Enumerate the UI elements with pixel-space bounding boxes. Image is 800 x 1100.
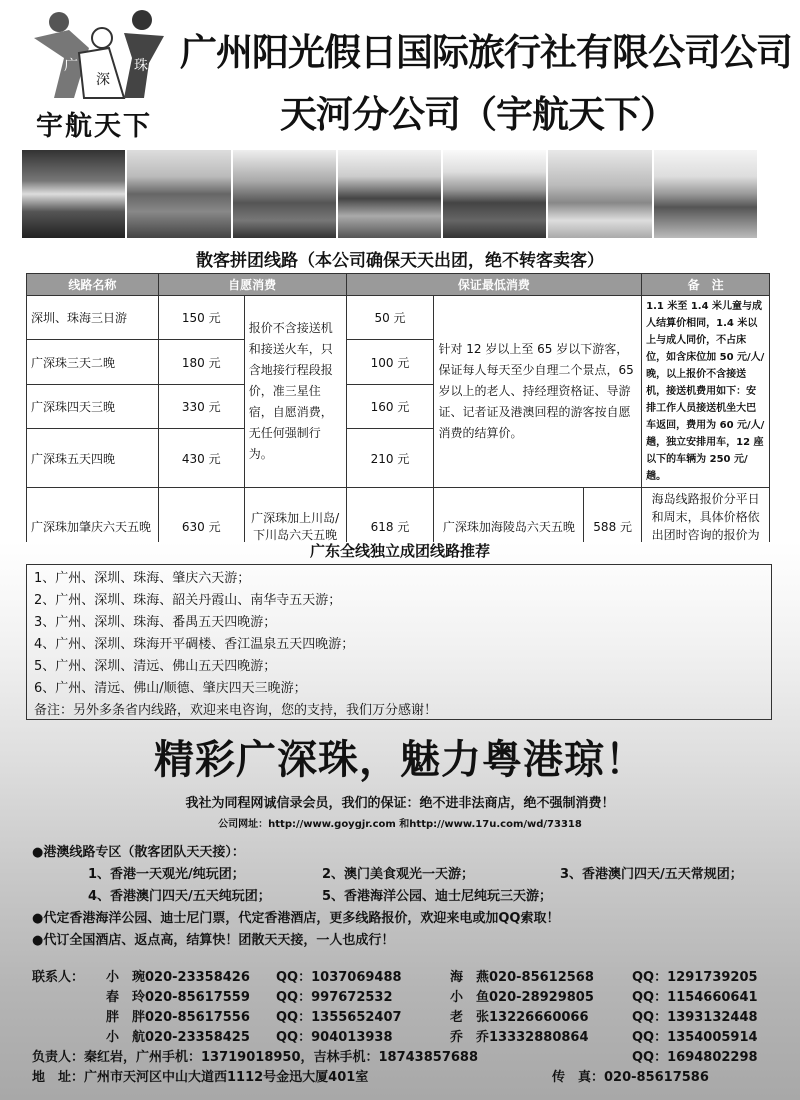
photo-coastline: [654, 150, 757, 238]
route-price: 430 元: [158, 429, 244, 488]
list-item: 2、广州、深圳、珠海、韶关丹霞山、南华寺五天游；: [34, 593, 342, 608]
hk-item: 4、香港澳门四天/五天纯玩团；: [88, 889, 271, 904]
route-name: 广深珠加肇庆六天五晚: [27, 488, 159, 565]
routes-table: [26, 273, 770, 565]
manager-qq: QQ：1694802298: [632, 1050, 758, 1065]
header-route-name: 线路名称: [27, 274, 159, 296]
branch-name: 天河分公司（宇航天下）: [280, 93, 676, 136]
hk-row-1: [32, 864, 743, 886]
route-min: 210 元: [346, 429, 434, 488]
photo-strip: [22, 150, 757, 238]
table-header-row: [27, 274, 770, 296]
hk-hotels: ●代订全国酒店、返点高，结算快！团散天天接，一人也成行！: [32, 933, 395, 948]
header-remark: 备 注: [642, 274, 770, 296]
manager-info: 负责人：秦红岩，广州手机：13719018950，吉林手机：18743857688: [32, 1050, 478, 1065]
website-text: 公司网址：http://www.goygjr.com 和http://www.17u.com/wd/73318: [218, 819, 582, 830]
route-min: 100 元: [346, 340, 434, 384]
hk-title: ●港澳线路专区（散客团队天天接）：: [32, 845, 245, 860]
contact-phone: 春 玲020-85617559: [106, 990, 250, 1005]
photo-karst-peaks: [233, 150, 336, 238]
routes-title: 散客拼团线路（本公司确保天天出团，绝不转客卖客）: [196, 251, 604, 271]
route-price-3: 588 元: [584, 488, 642, 565]
route-name: 广深珠四天三晚: [27, 384, 159, 428]
route-price-2: 618 元: [346, 488, 434, 565]
photo-river-karst: [338, 150, 441, 238]
route-name: 广深珠五天四晚: [27, 429, 159, 488]
hk-item: 1、香港一天观光/纯玩团；: [88, 867, 245, 882]
logo-text: 宇航天下: [36, 111, 152, 142]
list-item: 5、广州、深圳、清远、佛山五天四晚游；: [34, 659, 277, 674]
hk-row-2: [32, 886, 559, 908]
logo-char-1: 广: [64, 58, 78, 74]
contact-phone: 老 张13226660066: [450, 1010, 589, 1025]
header-voluntary: 自愿消费: [158, 274, 346, 296]
hk-macau-section: [32, 842, 743, 952]
min-spend-desc: 针对 12 岁以上至 65 岁以下游客，保证每人每天至少自理二个景点，65 岁以上的老人、持经理资格证、导游证、记者证及港澳回程的游客按自愿消费的结算价。: [434, 296, 642, 488]
route-price: 180 元: [158, 340, 244, 384]
logo-figures-icon: [14, 8, 174, 108]
address: 地 址：广州市天河区中山大道西1112号金迅大厦401室: [32, 1070, 369, 1085]
guangdong-list: [34, 568, 437, 722]
hk-item: 2、澳门美食观光一天游；: [322, 867, 475, 882]
photo-beach-boat: [548, 150, 651, 238]
list-item: 1、广州、深圳、珠海、肇庆六天游；: [34, 571, 251, 586]
list-note: 备注：另外多条省内线路，欢迎来电咨询，您的支持，我们万分感谢！: [34, 703, 438, 718]
route-name-2: 广深珠加上川岛/下川岛六天五晚: [244, 488, 346, 565]
contact-qq: QQ：1355652407: [276, 1010, 402, 1025]
guangdong-title: 广东全线独立成团线路推荐: [309, 542, 490, 560]
contact-qq: QQ：904013938: [276, 1030, 393, 1045]
contact-qq: QQ：1291739205: [632, 970, 758, 985]
photo-karst-mountains: [127, 150, 230, 238]
list-item: 4、广州、深圳、珠海开平碉楼、香江温泉五天四晚游；: [34, 637, 355, 652]
contacts-label: 联系人：: [32, 970, 85, 985]
fax: 传 真：020-85617586: [552, 1070, 709, 1085]
contact-qq: QQ：1037069488: [276, 970, 402, 985]
route-min: 160 元: [346, 384, 434, 428]
contact-phone: 乔 乔13332880864: [450, 1030, 589, 1045]
route-price: 330 元: [158, 384, 244, 428]
remark-desc: 1.1 米至 1.4 米儿童与成人结算价相同，1.4 米以上与成人同价，不占床位，如含床位加 50 元/人/晚，以上报价不含接送机，接送机费用如下：安排工作人员接送机坐大巴车返回，费用为 60 元/人/趟，独立安排用车，12 座以下的车辆为 250 元/趟。: [642, 296, 770, 488]
contact-qq: QQ：997672532: [276, 990, 393, 1005]
list-item: 6、广州、清远、佛山/顺德、肇庆四天三晚游；: [34, 681, 307, 696]
route-min: 50 元: [346, 296, 434, 340]
logo-char-3: 珠: [134, 58, 148, 74]
voluntary-desc: 报价不含接送机和接送火车，只含地接行程段报价，准三星住宿，自愿消费，无任何强制行为。: [244, 296, 346, 488]
hk-item: 5、香港海洋公园、迪士尼纯玩三天游；: [322, 889, 553, 904]
hk-item: 3、香港澳门四天/五天常规团；: [560, 867, 743, 882]
route-name: 深圳、珠海三日游: [27, 296, 159, 340]
logo-char-2: 深: [96, 72, 110, 88]
contact-phone: 小 琬020-23358426: [106, 970, 250, 985]
table-row: [27, 296, 770, 340]
route-price: 150 元: [158, 296, 244, 340]
slogan: 精彩广深珠，魅力粤港琼！: [154, 737, 646, 783]
header-min-spend: 保证最低消费: [346, 274, 642, 296]
contact-qq: QQ：1393132448: [632, 1010, 758, 1025]
company-logo: [14, 8, 174, 140]
contact-phone: 小 鱼020-28929805: [450, 990, 594, 1005]
photo-city-skyline: [443, 150, 546, 238]
list-item: 3、广州、深圳、珠海、番禺五天四晚游；: [34, 615, 277, 630]
route-name-3: 广深珠加海陵岛六天五晚: [434, 488, 584, 565]
island-remark: 海岛线路报价分平日和周末，具体价格依出团时咨询的报价为: [642, 488, 770, 565]
hk-tickets: ●代定香港海洋公园、迪士尼门票，代定香港酒店，更多线路报价，欢迎来电或加QQ索取！: [32, 911, 560, 926]
route-name: 广深珠三天二晚: [27, 340, 159, 384]
contact-qq: QQ：1354005914: [632, 1030, 758, 1045]
contact-qq: QQ：1154660641: [632, 990, 758, 1005]
contact-phone: 海 燕020-85612568: [450, 970, 594, 985]
company-name: 广州阳光假日国际旅行社有限公司公司: [180, 31, 792, 74]
guarantee-text: 我社为同程网诚信录会员，我们的保证：绝不进非法商店，绝不强制消费！: [185, 796, 615, 811]
route-price: 630 元: [158, 488, 244, 565]
photo-waterfall: [22, 150, 125, 238]
contact-phone: 胖 胖020-85617556: [106, 1010, 250, 1025]
contact-phone: 小 航020-23358425: [106, 1030, 250, 1045]
